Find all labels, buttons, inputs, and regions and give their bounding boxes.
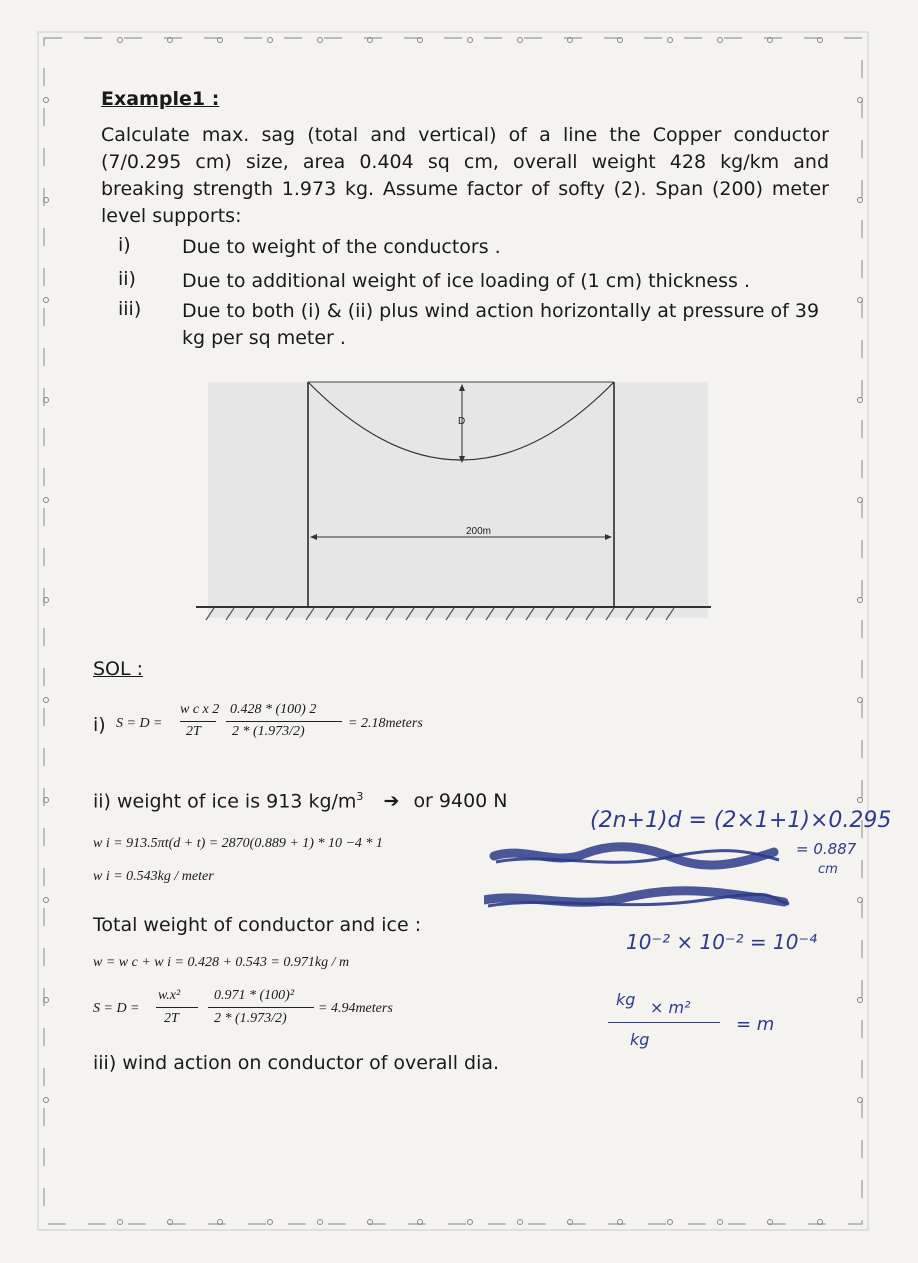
part-i-mid-numerator: 0.428 * (100) 2 xyxy=(230,702,317,717)
solution-heading: SOL : xyxy=(93,658,144,680)
total-weight-equation: w = w c + w i = 0.428 + 0.543 = 0.971kg / m xyxy=(93,955,350,970)
fraction-bar xyxy=(156,1007,198,1008)
part-i-label: i) xyxy=(93,714,106,736)
part-i-numerator: w c x 2 xyxy=(180,702,220,717)
case-text: Due to additional weight of ice loading of (1 cm) thickness . xyxy=(182,270,750,292)
sag-label: D xyxy=(458,416,466,427)
case-number: iii) xyxy=(118,298,142,320)
part-ii-tail: or 9400 N xyxy=(413,790,508,813)
part-i-lhs: S = D = xyxy=(116,716,163,731)
handwritten-fraction-bar xyxy=(608,1022,720,1023)
total-weight-heading: Total weight of conductor and ice : xyxy=(93,914,422,936)
sag-mid-denominator: 2 * (1.973/2) xyxy=(214,1011,287,1026)
handwritten-power-note: 10⁻² × 10⁻² = 10⁻⁴ xyxy=(626,930,818,954)
arrow-icon: ➔ xyxy=(383,790,400,813)
fraction-bar xyxy=(226,721,342,722)
part-ii-main: ii) weight of ice is 913 kg/m xyxy=(93,790,357,813)
case-number: ii) xyxy=(118,268,136,290)
ice-weight-equation: w i = 913.5πt(d + t) = 2870(0.889 + 1) * 10 −4 * 1 xyxy=(93,836,383,851)
case-number: i) xyxy=(118,234,131,256)
handwritten-units-result: = m xyxy=(736,1014,775,1035)
handwritten-units-numerator: kg xyxy=(616,990,636,1009)
handwritten-unit: cm xyxy=(818,862,838,877)
part-ii-superscript: 3 xyxy=(356,790,364,803)
part-i-denominator: 2T xyxy=(186,724,201,739)
fraction-bar xyxy=(180,721,216,722)
handwritten-units-multiplier: × m² xyxy=(650,998,691,1017)
problem-statement: Calculate max. sag (total and vertical) of a line the Copper conductor (7/0.295 cm) size, area 0.404 sq cm, overall weight 428 kg/km and breaking strength 1.973 kg. Assume factor of softy (2). Span (200) meter level supports: xyxy=(101,124,829,227)
handwritten-formula: (2n+1)d = (2×1+1)×0.295 xyxy=(590,808,892,833)
handwritten-units-denominator: kg xyxy=(630,1030,650,1049)
sag-lhs: S = D = xyxy=(93,1001,140,1016)
part-ii-text xyxy=(93,790,508,812)
part-i-mid-denominator: 2 * (1.973/2) xyxy=(232,724,305,739)
sag-denominator: 2T xyxy=(164,1011,179,1026)
part-iii-text: iii) wind action on conductor of overall dia. xyxy=(93,1052,500,1074)
sag-result: = 4.94meters xyxy=(318,1001,393,1016)
fraction-bar xyxy=(208,1007,314,1008)
case-text: Due to weight of the conductors . xyxy=(182,236,501,258)
sag-numerator: w.x² xyxy=(158,988,181,1003)
span-label: 200m xyxy=(466,526,492,537)
ice-weight-result: w i = 0.543kg / meter xyxy=(93,869,214,884)
handwritten-result: = 0.887 xyxy=(796,840,857,858)
sag-mid-numerator: 0.971 * (100)² xyxy=(214,988,295,1003)
example-title: Example1 : xyxy=(101,88,220,110)
case-text: Due to both (i) & (ii) plus wind action horizontally at pressure of 39 kg per sq meter . xyxy=(182,300,820,349)
sag-diagram xyxy=(196,378,716,628)
part-i-result: = 2.18meters xyxy=(348,716,423,731)
